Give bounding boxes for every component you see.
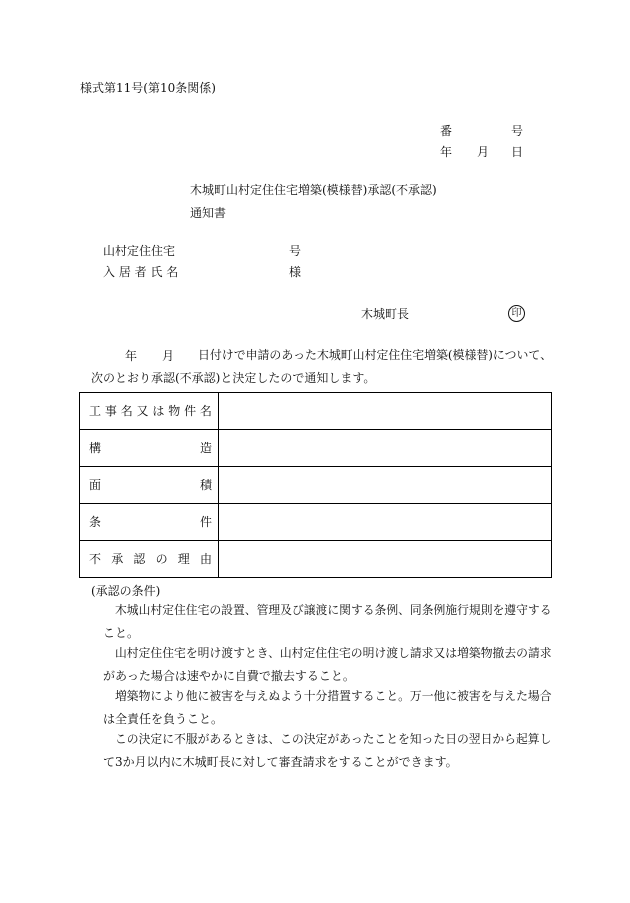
key-char: 面: [89, 478, 102, 492]
key-char: 又: [136, 404, 149, 418]
condition-2-line2: があった場合は速やかに自費で撤去すること。: [103, 669, 355, 683]
table-key-cell: [80, 430, 219, 467]
condition-4-line1: この決定に不服があるときは、この決定があったことを知った日の翌日から起算し: [115, 732, 552, 746]
notice-line2: 次のとおり承認(不承認)と決定したので通知します。: [91, 371, 376, 385]
condition-4-line2: て3か月以内に木城町長に対して審査請求をすることができます。: [103, 755, 458, 769]
seal-mark: 印: [508, 305, 525, 322]
year-label: 年: [440, 145, 453, 159]
key-char: 理: [177, 552, 190, 566]
number-label-ban: 番: [440, 124, 453, 138]
row-label-area: [89, 479, 212, 491]
row-label-project: [89, 405, 212, 417]
row-label-structure: [89, 442, 212, 454]
day-label: 日: [511, 145, 524, 159]
condition-3-line1: 増築物により他に被害を与えぬよう十分措置すること。万一他に被害を与えた場合: [115, 689, 552, 703]
table-key-cell: [80, 504, 219, 541]
key-char: 構: [89, 441, 102, 455]
key-char: 由: [199, 552, 212, 566]
row-label-rejection-reason: [89, 553, 212, 565]
form-number: 様式第11号(第10条関係): [80, 81, 216, 95]
key-char: 工: [89, 404, 102, 418]
document-title: 木城町山村定住住宅増築(模様替)承認(不承認): [190, 183, 437, 197]
honorific-suffix: 様: [289, 265, 302, 279]
key-char: 積: [199, 478, 212, 492]
row-label-conditions: [89, 516, 212, 528]
condition-1-line1: 木城山村定住住宅の設置、管理及び譲渡に関する条例、同条例施行規則を遵守する: [115, 603, 552, 617]
key-char: 名: [120, 404, 133, 418]
notice-year: 年: [125, 349, 138, 363]
condition-2-line1: 山村定住住宅を明け渡すとき、山村定住住宅の明け渡し請求又は増築物撤去の請求: [115, 646, 552, 660]
table-value-cell: [219, 467, 552, 504]
house-number-suffix: 号: [289, 244, 302, 258]
issuer-name: 木城町長: [361, 307, 410, 321]
key-char: 件: [184, 404, 197, 418]
key-char: 事: [104, 404, 117, 418]
table-row: [80, 467, 552, 504]
table-value-cell: [219, 541, 552, 578]
notice-line1: 日付けで申請のあった木城町山村定住住宅増築(模様替)について、: [198, 348, 552, 362]
key-char: 物: [168, 404, 181, 418]
notice-month: 月: [162, 349, 175, 363]
table-value-cell: [219, 393, 552, 430]
house-label: 山村定住住宅: [103, 244, 176, 258]
key-char: は: [152, 404, 165, 418]
key-char: 件: [199, 515, 212, 529]
conditions-heading: (承認の条件): [91, 584, 161, 598]
table-row: [80, 430, 552, 467]
key-char: 造: [199, 441, 212, 455]
key-char: 承: [111, 552, 124, 566]
table-key-cell: [80, 541, 219, 578]
table-key-cell: [80, 467, 219, 504]
table-row: [80, 504, 552, 541]
table-row: [80, 541, 552, 578]
table-value-cell: [219, 504, 552, 541]
key-char: 条: [89, 515, 102, 529]
key-char: の: [155, 552, 168, 566]
condition-3-line2: は全責任を負うこと。: [103, 712, 224, 726]
key-char: 認: [133, 552, 146, 566]
info-table: [79, 392, 552, 578]
condition-1-line2: こと。: [103, 626, 140, 640]
table-row: [80, 393, 552, 430]
key-char: 不: [89, 552, 102, 566]
resident-name-label: 入 居 者 氏 名: [103, 265, 179, 279]
table-value-cell: [219, 430, 552, 467]
document-title-line2: 通知書: [190, 206, 227, 220]
table-key-cell: [80, 393, 219, 430]
key-char: 名: [199, 404, 212, 418]
month-label: 月: [477, 145, 490, 159]
number-label-go: 号: [511, 124, 524, 138]
